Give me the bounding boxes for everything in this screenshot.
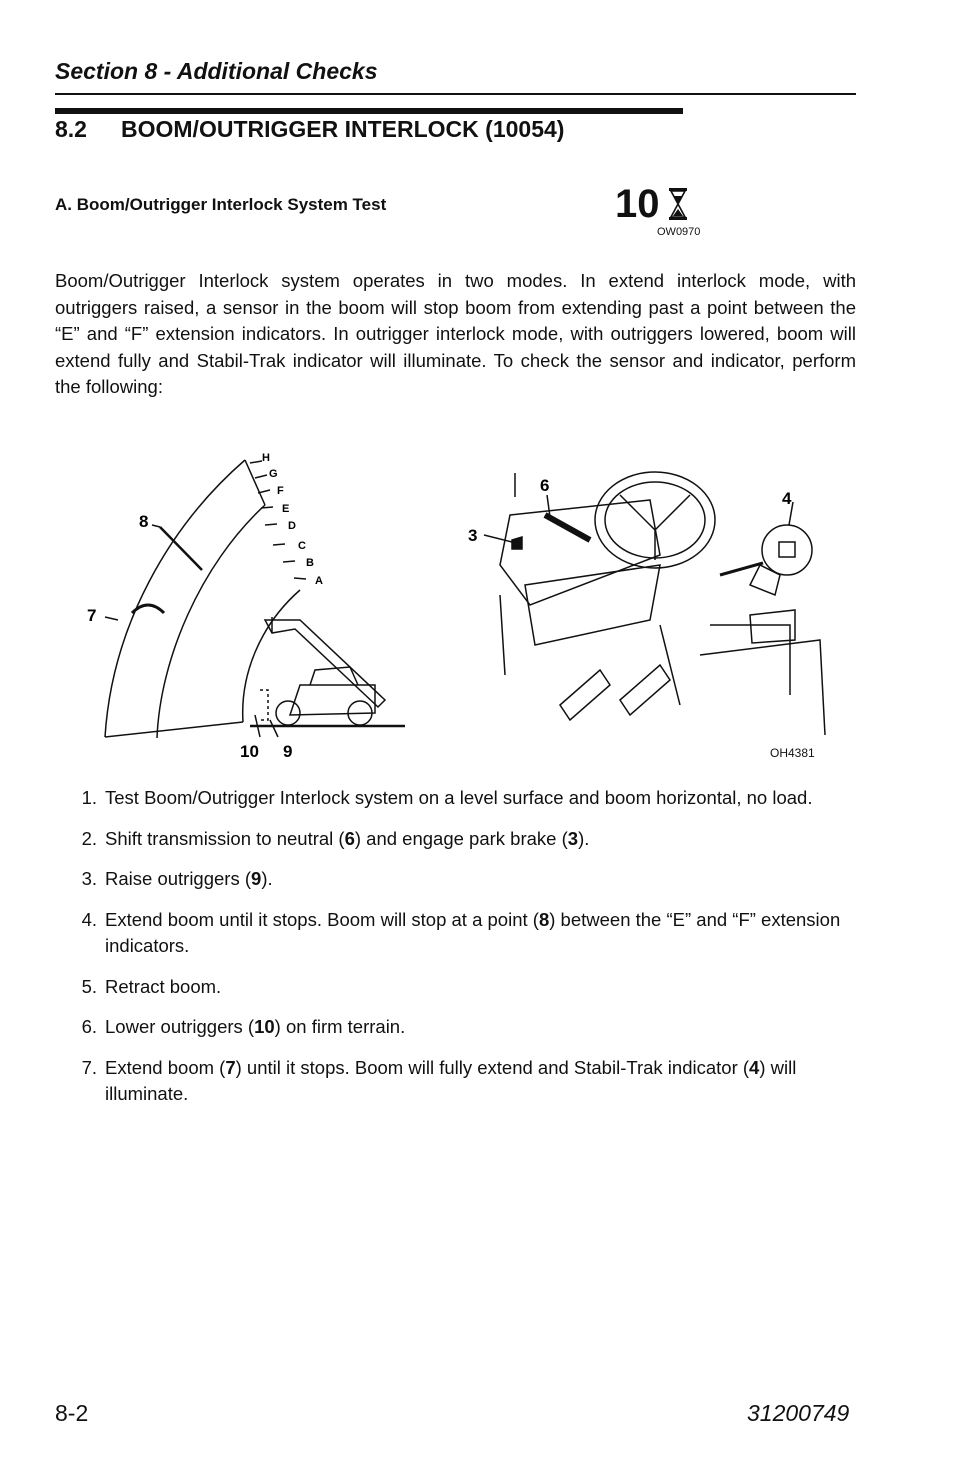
step-text	[105, 785, 856, 812]
leader-8	[152, 525, 160, 527]
outrigger-leader	[270, 720, 278, 737]
callout-9: 9	[283, 742, 293, 761]
step-text-part: Test Boom/Outrigger Interlock system on a level surface and boom horizontal, no load.	[105, 787, 813, 808]
step-number: 5.	[81, 975, 97, 997]
step-callout-ref: 9	[251, 868, 262, 889]
cab-interior-diagram	[484, 472, 825, 735]
subheading: A. Boom/Outrigger Interlock System Test	[55, 195, 387, 214]
boom-arc-diagram	[105, 460, 405, 738]
step-text-part: Lower outriggers (	[105, 1016, 255, 1037]
leader-3	[484, 535, 512, 542]
time-indicator	[615, 182, 688, 226]
outrigger-raised	[260, 690, 268, 720]
arc-top-edge	[245, 460, 265, 505]
step-number: 1.	[81, 787, 97, 808]
step-text	[105, 826, 856, 853]
stabil-trak-symbol	[779, 542, 795, 557]
callout-8: 8	[139, 512, 149, 531]
step-item	[55, 826, 856, 853]
step-number: 7.	[81, 1056, 97, 1078]
step-callout-ref: 7	[225, 1056, 236, 1078]
section-header: Section 8 - Additional Checks	[55, 58, 378, 84]
park-brake-switch	[512, 537, 522, 549]
lower-panel	[525, 565, 660, 645]
step-text-part: Extend boom (	[105, 1056, 226, 1078]
callout-3: 3	[468, 526, 478, 545]
ext-letter-a: A	[315, 575, 323, 587]
ext-letter-c: C	[298, 540, 306, 552]
step-number: 6.	[81, 1016, 97, 1037]
section-heading	[55, 116, 564, 143]
front-wheel	[276, 701, 300, 725]
time-value: 10	[615, 182, 660, 226]
step-item	[55, 1055, 856, 1108]
heading-number: 8.2	[55, 116, 87, 142]
callout-6: 6	[540, 476, 550, 495]
time-figure-code: OW0970	[657, 226, 701, 238]
heading-title: BOOM/OUTRIGGER INTERLOCK (10054)	[121, 116, 565, 142]
step-item	[55, 866, 856, 893]
test-steps-list	[55, 785, 856, 1122]
hourglass-icon	[668, 187, 688, 221]
step-text-part: Extend boom until it stops. Boom will stop at a point (	[105, 908, 539, 930]
header-rule	[55, 93, 856, 95]
step-item	[55, 974, 856, 1001]
seat-frame	[710, 625, 790, 695]
extension-letters	[262, 452, 323, 587]
dash-panel	[500, 500, 660, 605]
step-item	[55, 785, 856, 812]
figure-code: OH4381	[770, 746, 815, 760]
step-number: 2.	[81, 827, 97, 849]
arc-base	[105, 722, 243, 737]
ext-letter-f: F	[277, 485, 284, 497]
heading-bar	[55, 108, 683, 114]
step-text-part: ).	[261, 868, 273, 889]
ext-letter-g: G	[269, 468, 278, 480]
interlock-figure	[60, 445, 850, 770]
step-text-part: ) will illuminate.	[105, 1056, 797, 1104]
step-text-part: ) until it stops. Boom will fully extend and Stabil-Trak indicator (	[235, 1056, 750, 1078]
stabil-trak-indicator	[762, 525, 812, 575]
step-text	[105, 1055, 856, 1108]
accelerator-pedal	[620, 665, 670, 715]
step-text-part: ) on firm terrain.	[274, 1016, 406, 1037]
callout-4: 4	[782, 489, 792, 508]
step-number: 3.	[81, 868, 97, 889]
step-text-part: ) and engage park brake (	[354, 827, 568, 849]
callout-10: 10	[240, 742, 259, 761]
step-callout-ref: 8	[538, 908, 550, 930]
step-text	[105, 907, 856, 960]
step-text	[105, 974, 856, 1001]
step-item	[55, 907, 856, 960]
step-text-part: Raise outriggers (	[105, 868, 252, 889]
machine-body	[290, 685, 375, 715]
step-callout-ref: 10	[254, 1016, 275, 1037]
control-box	[750, 610, 795, 643]
joystick	[750, 565, 780, 595]
interlock-stop-line	[160, 527, 202, 570]
ext-letter-e: E	[282, 503, 290, 515]
page-number: 8-2	[55, 1400, 89, 1426]
brake-pedal	[560, 670, 610, 720]
outer-arc	[105, 460, 245, 737]
step-text	[105, 1014, 856, 1041]
step-number: 4.	[81, 908, 97, 930]
document-number: 31200749	[747, 1400, 850, 1426]
step-text	[105, 866, 856, 893]
step-text-part: ) between the “E” and “F” extension indicators.	[105, 908, 841, 956]
intro-paragraph: Boom/Outrigger Interlock system operates in two modes. In extend interlock mode, with outriggers raised, a sensor in the boom will stop boom from extending past a point between the “E” and “F” extension indicators. In outrigger interlock mode, with outriggers lowered, boom will extend fully and Stabil-Trak indicator will illuminate. To check the sensor and indicator, perform the following:	[55, 270, 856, 397]
step-callout-ref: 6	[344, 827, 355, 849]
step-text-part: Shift transmission to neutral (	[105, 827, 345, 849]
ext-letter-d: D	[288, 520, 296, 532]
callout-7: 7	[87, 606, 97, 625]
step-callout-ref: 4	[749, 1056, 760, 1078]
leader-7	[105, 617, 118, 620]
transmission-lever	[545, 515, 590, 540]
step-text-part: ).	[578, 827, 590, 849]
ext-letter-h: H	[262, 452, 270, 464]
boom-arm	[265, 620, 385, 707]
step-text-part: Retract boom.	[105, 975, 222, 997]
ext-letter-b: B	[306, 557, 314, 569]
step-item	[55, 1014, 856, 1041]
step-callout-ref: 3	[567, 827, 579, 849]
